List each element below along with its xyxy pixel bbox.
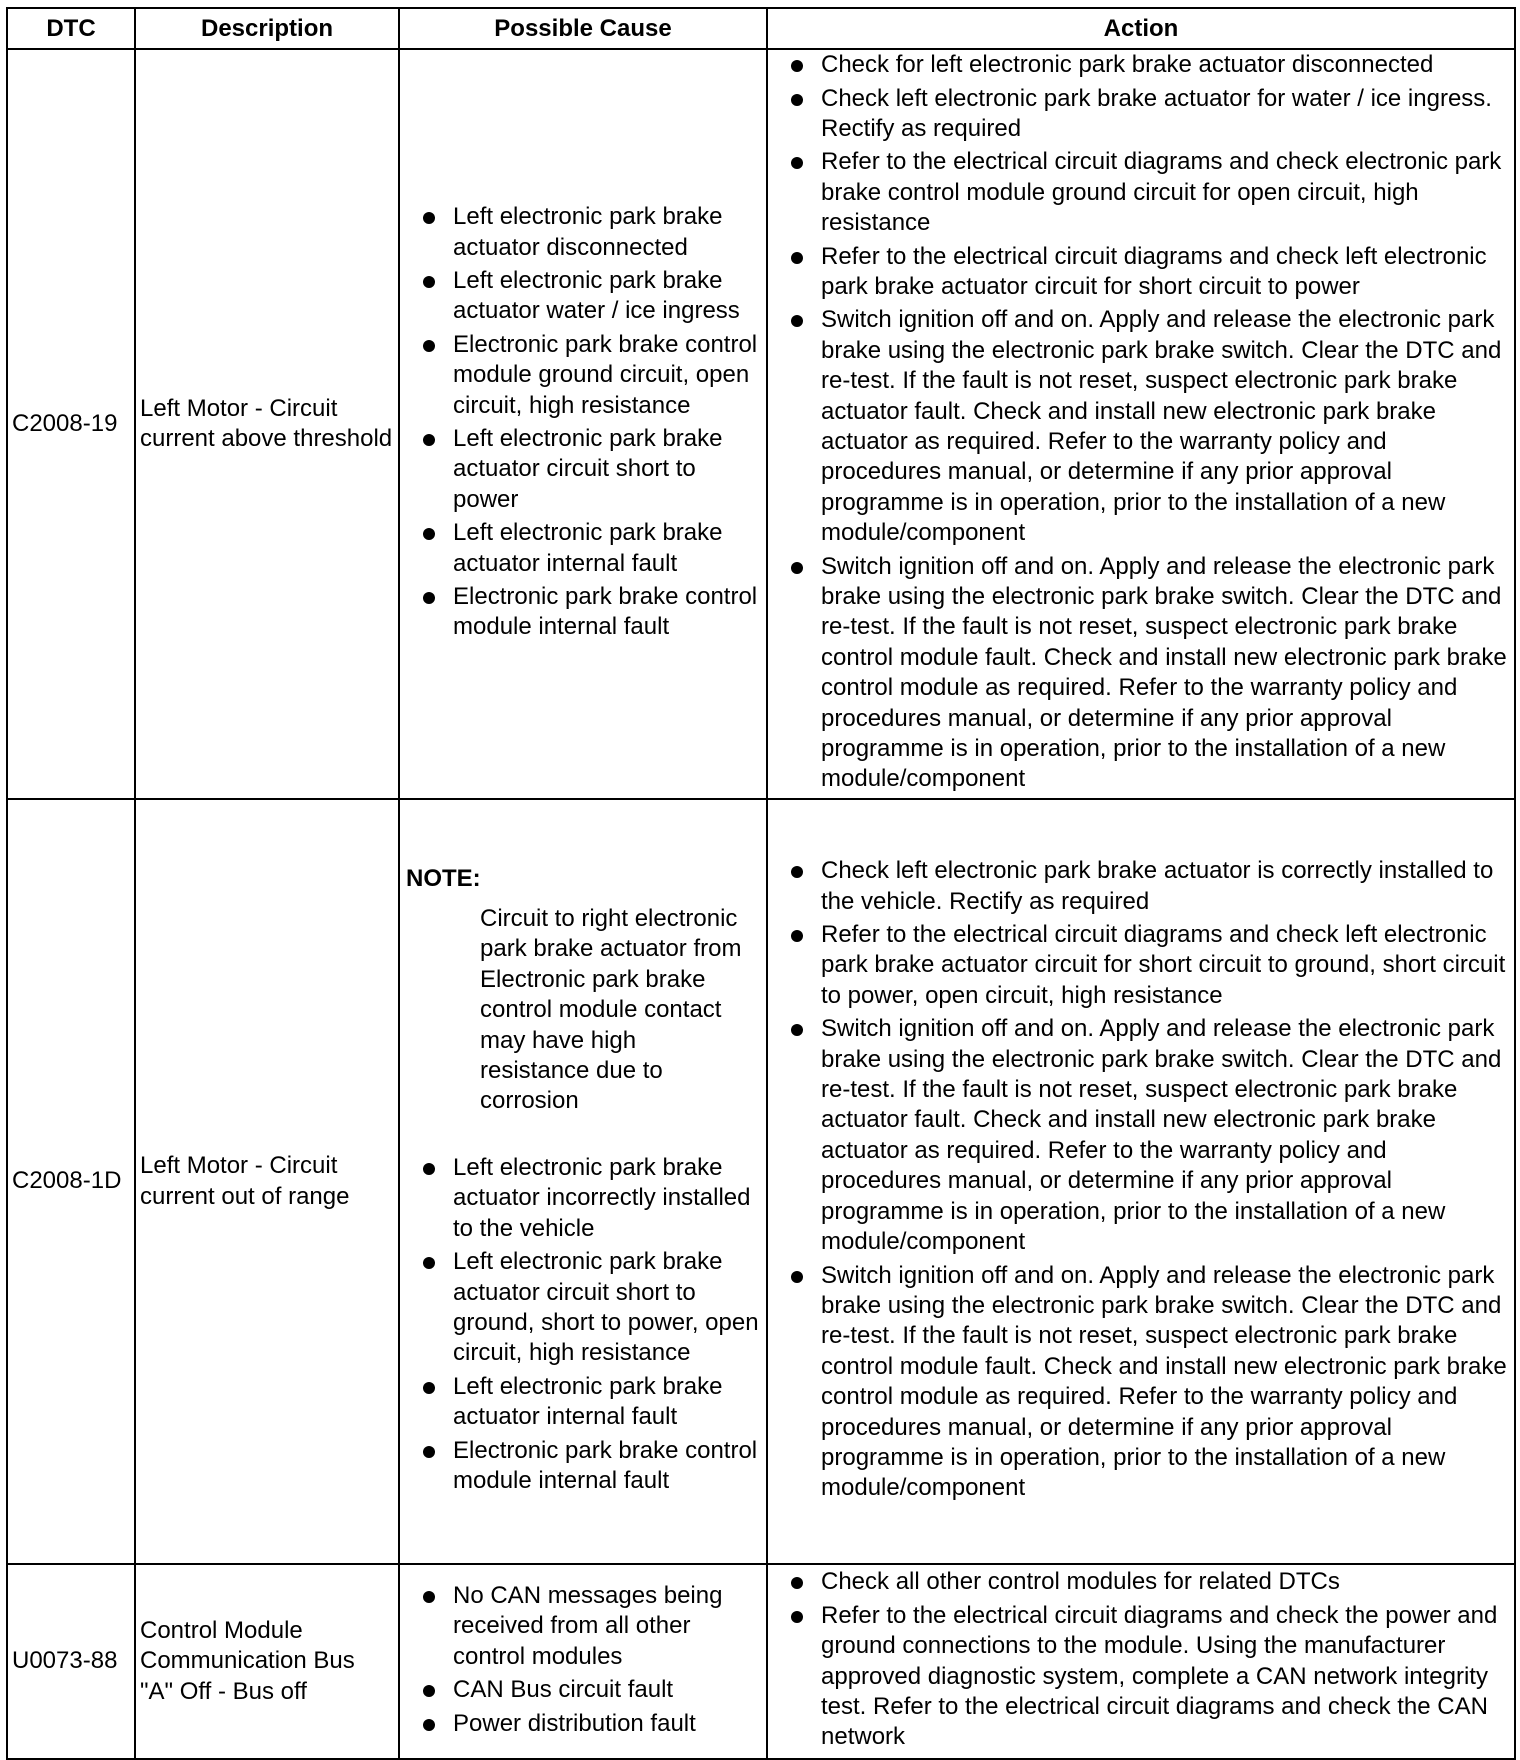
action-item: Check left electronic park brake actuator is correctly installed to the vehicle. Rectify as required <box>790 856 1508 917</box>
header-description: Description <box>135 8 399 49</box>
dtc-description: Left Motor - Circuit current above threshold <box>135 49 399 799</box>
action-cell <box>767 799 1515 1564</box>
action-list <box>790 1567 1508 1752</box>
cause-item: CAN Bus circuit fault <box>422 1675 760 1705</box>
action-item: Switch ignition off and on. Apply and release the electronic park brake using the electronic park brake switch. Clear the DTC and re-test. If the fault is not reset, suspect electronic park brake actuator fault. Check and install new electronic park brake actuator as required. Refer to the warranty policy and procedures manual, or determine if any prior approval programme is in operation, prior to the installation of a new module/component <box>790 305 1508 548</box>
dtc-description: Left Motor - Circuit current out of range <box>135 799 399 1564</box>
table-row <box>7 49 1515 799</box>
table-row <box>7 799 1515 1564</box>
header-row <box>7 8 1515 49</box>
action-list <box>790 856 1508 1504</box>
action-item: Refer to the electrical circuit diagrams and check left electronic park brake actuator circuit for short circuit to power <box>790 242 1508 303</box>
cause-item: Electronic park brake control module internal fault <box>422 582 760 643</box>
action-item: Switch ignition off and on. Apply and release the electronic park brake using the electronic park brake switch. Clear the DTC and re-test. If the fault is not reset, suspect electronic park brake control module fault. Check and install new electronic park brake control module as required. Refer to the warranty policy and procedures manual, or determine if any prior approval programme is in operation, prior to the installation of a new module/component <box>790 552 1508 795</box>
table-row <box>7 1564 1515 1759</box>
cause-item: Left electronic park brake actuator incorrectly installed to the vehicle <box>422 1153 760 1244</box>
note-text: Circuit to right electronic park brake actuator from Electronic park brake control module contact may have high resistance due to corrosion <box>480 905 742 1115</box>
dtc-description: Control Module Communication Bus "A" Off - Bus off <box>135 1564 399 1759</box>
possible-cause-cell <box>399 799 767 1564</box>
action-item: Refer to the electrical circuit diagrams and check electronic park brake control module ground circuit for open circuit, high resistance <box>790 147 1508 238</box>
cause-list <box>422 1153 760 1496</box>
action-item: Check for left electronic park brake actuator disconnected <box>790 50 1508 80</box>
cause-item: Left electronic park brake actuator circuit short to ground, short to power, open circuit, high resistance <box>422 1247 760 1369</box>
dtc-code: C2008-1D <box>7 799 135 1564</box>
possible-cause-cell <box>399 1564 767 1759</box>
note-block <box>406 864 760 1117</box>
action-cell <box>767 49 1515 799</box>
cause-item: Left electronic park brake actuator water / ice ingress <box>422 266 760 327</box>
cause-item: Left electronic park brake actuator internal fault <box>422 518 760 579</box>
dtc-code: C2008-19 <box>7 49 135 799</box>
cause-list <box>422 202 760 643</box>
action-list <box>790 50 1508 795</box>
action-item: Check left electronic park brake actuator for water / ice ingress. Rectify as required <box>790 84 1508 145</box>
action-cell <box>767 1564 1515 1759</box>
cause-item: Electronic park brake control module internal fault <box>422 1436 760 1497</box>
cause-list <box>422 1581 760 1739</box>
cause-item: Power distribution fault <box>422 1709 760 1739</box>
action-item: Refer to the electrical circuit diagrams and check the power and ground connections to the module. Using the manufacturer approved diagnostic system, complete a CAN network integrity test. Refer to the electrical circuit diagrams and check the CAN network <box>790 1601 1508 1753</box>
header-action: Action <box>767 8 1515 49</box>
action-item: Check all other control modules for related DTCs <box>790 1567 1508 1597</box>
action-item: Refer to the electrical circuit diagrams and check left electronic park brake actuator circuit for short circuit to ground, short circuit to power, open circuit, high resistance <box>790 920 1508 1011</box>
dtc-code: U0073-88 <box>7 1564 135 1759</box>
header-possible-cause: Possible Cause <box>399 8 767 49</box>
header-dtc: DTC <box>7 8 135 49</box>
dtc-table <box>6 7 1516 1760</box>
cause-item: Left electronic park brake actuator disconnected <box>422 202 760 263</box>
note-label: NOTE: <box>406 864 481 892</box>
cause-item: Left electronic park brake actuator internal fault <box>422 1372 760 1433</box>
cause-item: No CAN messages being received from all other control modules <box>422 1581 760 1672</box>
cause-item: Left electronic park brake actuator circuit short to power <box>422 424 760 515</box>
cause-item: Electronic park brake control module ground circuit, open circuit, high resistance <box>422 330 760 421</box>
action-item: Switch ignition off and on. Apply and release the electronic park brake using the electronic park brake switch. Clear the DTC and re-test. If the fault is not reset, suspect electronic park brake actuator fault. Check and install new electronic park brake actuator as required. Refer to the warranty policy and procedures manual, or determine if any prior approval programme is in operation, prior to the installation of a new module/component <box>790 1014 1508 1257</box>
action-item: Switch ignition off and on. Apply and release the electronic park brake using the electronic park brake switch. Clear the DTC and re-test. If the fault is not reset, suspect electronic park brake control module fault. Check and install new electronic park brake control module as required. Refer to the warranty policy and procedures manual, or determine if any prior approval programme is in operation, prior to the installation of a new module/component <box>790 1261 1508 1504</box>
possible-cause-cell <box>399 49 767 799</box>
